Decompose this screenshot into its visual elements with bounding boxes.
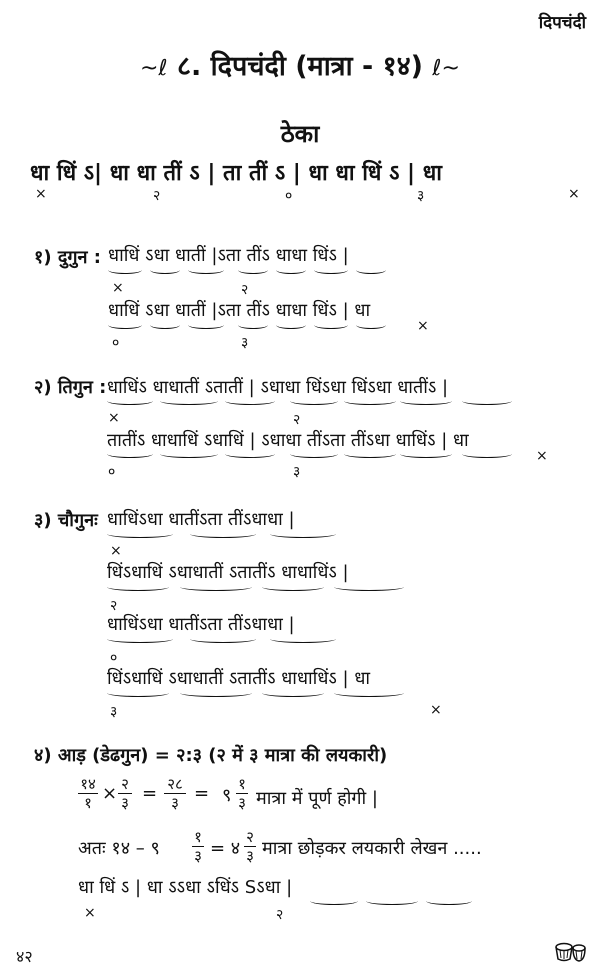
dugun-l1-arc [314, 266, 348, 274]
chaugun-l1-arc [107, 530, 173, 538]
equals-sign: = [142, 783, 158, 804]
chaugun-l2-arc [107, 583, 169, 591]
aad-eq2-text: मात्रा छोड़कर लयकारी लेखन ..... [262, 838, 482, 859]
aad-label: ४) आड़ (डेढगुन) = २:३ (२ में ३ मात्रा की लयकारी) [34, 745, 388, 766]
tigun-l1-mark-x: × [108, 410, 120, 426]
dugun-l2-arc [150, 321, 180, 329]
aad-eq1-fraction-4 [236, 776, 248, 811]
tigun-l1-arc [400, 397, 452, 405]
tabla-icon [554, 941, 588, 967]
tigun-label: २) तिगुन : [34, 377, 107, 398]
tigun-l2-mark-three: ३ [293, 464, 301, 480]
theka-heading: ठेका [280, 120, 320, 148]
chaugun-l2-arc [334, 583, 404, 591]
aad-eq2-fraction-2 [244, 829, 256, 864]
tigun-l2-mark-x: × [536, 448, 548, 464]
tigun-l2-mark-zero: ० [108, 464, 116, 480]
dugun-l1-arc [108, 266, 142, 274]
chaugun-l4-mark-three: ३ [110, 704, 118, 720]
fraction-denominator: १ [84, 794, 92, 812]
chaugun-l1-arc [270, 530, 336, 538]
fraction-denominator: ३ [121, 794, 129, 812]
theka-mark-zero: ० [285, 188, 293, 204]
tigun-l2-arc [400, 450, 452, 458]
dugun-l1-mark-two: २ [241, 282, 249, 298]
chaugun-line-3: धाधिंऽधा धातींऽता तींऽधाधा | [107, 614, 295, 635]
times-sign: × [102, 783, 118, 804]
aad-mark-x: × [84, 905, 96, 921]
tigun-l2-arc [160, 450, 218, 458]
chaugun-l2-arc [180, 583, 252, 591]
fraction-numerator: २८ [167, 775, 183, 793]
aad-eq1-fraction-2 [118, 776, 132, 811]
chaugun-l2-mark-two: २ [110, 598, 118, 614]
dugun-l2-arc [108, 321, 142, 329]
chaugun-l4-arc [334, 689, 404, 697]
tigun-line-1: धाधिंऽ धाधातीं ऽतातीं | ऽधाधा धिंऽधा धिंऽधा धातींऽ | [107, 377, 449, 398]
page-title [0, 46, 600, 83]
fraction-denominator: ३ [194, 847, 202, 865]
dugun-l2-arc [356, 321, 386, 329]
title-left-ornament: ~ℓ [140, 56, 168, 81]
aad-mark-two: २ [276, 907, 284, 923]
aad-eq1-text: मात्रा में पूर्ण होगी | [256, 788, 378, 809]
dugun-l2-arc [276, 321, 306, 329]
fraction-denominator: ३ [238, 794, 246, 812]
chaugun-label: ३) चौगुनः [34, 510, 98, 531]
chaugun-l1-mark-x: × [110, 543, 122, 559]
dugun-line-2: धाधिं ऽधा धातीं |ऽता तींऽ धाधा धिंऽ | धा [108, 300, 371, 321]
chaugun-l3-arc [190, 635, 256, 643]
theka-line: धा धिं ऽ| धा धा तीं ऽ | ता तीं ऽ | धा धा धिं ऽ | धा [30, 161, 442, 186]
tigun-l1-arc [160, 397, 218, 405]
running-head: दिपचंदी [538, 13, 586, 33]
dugun-l2-mark-x: × [417, 318, 429, 334]
dugun-l1-mark-x: × [112, 280, 124, 296]
chaugun-l4-arc [107, 689, 169, 697]
chaugun-l3-arc [107, 635, 173, 643]
tigun-l1-arc [107, 397, 153, 405]
dugun-l1-arc [356, 266, 386, 274]
title-right-ornament: ℓ~ [432, 56, 460, 81]
aad-eq1-fraction-3 [164, 776, 186, 811]
chaugun-l1-arc [190, 530, 256, 538]
dugun-label: १) दुगुन : [34, 247, 101, 268]
chaugun-line-1: धाधिंऽधा धातींऽता तींऽधाधा | [107, 509, 295, 530]
fraction-numerator: १४ [80, 775, 96, 793]
tigun-line-2: तातींऽ धाधाधिं ऽधाधिं | ऽधाधा तींऽता तींऽधा धाधिंऽ | धा [107, 430, 469, 451]
tigun-l2-arc [107, 450, 153, 458]
aad-arc [426, 897, 472, 905]
dugun-l1-arc [238, 266, 268, 274]
tigun-l1-arc [225, 397, 275, 405]
theka-mark-three: ३ [417, 188, 425, 204]
fraction-numerator: १ [194, 828, 202, 846]
aad-arc [366, 897, 418, 905]
aad-eq2-mid: = ४ [210, 838, 241, 859]
fraction-numerator: २ [246, 828, 254, 846]
chaugun-l4-arc [262, 689, 324, 697]
tigun-l1-arc [290, 397, 338, 405]
chaugun-l3-mark-zero: ० [110, 650, 118, 666]
fraction-denominator: ३ [246, 847, 254, 865]
theka-mark-x-end: × [568, 186, 580, 202]
equals-sign: = [194, 783, 210, 804]
dugun-l2-mark-zero: ० [112, 335, 120, 351]
whole-number: ९ [222, 785, 232, 806]
chaugun-l3-arc [270, 635, 336, 643]
dugun-l2-arc [314, 321, 348, 329]
dugun-l1-arc [188, 266, 224, 274]
aad-eq2-prefix: अतः १४ – ९ [78, 838, 160, 859]
tigun-l1-arc [462, 397, 512, 405]
tigun-l2-arc [225, 450, 275, 458]
dugun-l2-arc [238, 321, 268, 329]
chaugun-l2-arc [262, 583, 324, 591]
tigun-l1-arc [344, 397, 396, 405]
aad-arc [310, 897, 358, 905]
title-text: ८. दिपचंदी (मात्रा - १४) [176, 51, 424, 82]
theka-mark-x-start: × [35, 186, 47, 202]
tigun-l2-arc [462, 450, 512, 458]
fraction-numerator: १ [238, 775, 246, 793]
fraction-numerator: २ [121, 775, 129, 793]
aad-line: धा धिं ऽ | धा ऽऽधा ऽधिंऽ Sऽधा | [78, 877, 293, 898]
tigun-l2-arc [344, 450, 396, 458]
aad-eq2-fraction-1 [192, 829, 204, 864]
dugun-line-1: धाधिं ऽधा धातीं |ऽता तींऽ धाधा धिंऽ | [108, 245, 349, 266]
dugun-l1-arc [150, 266, 180, 274]
page-number: ४२ [16, 947, 33, 966]
dugun-l2-arc [188, 321, 224, 329]
chaugun-line-2: धिंऽधाधिं ऽधाधातीं ऽतातींऽ धाधाधिंऽ | [107, 562, 349, 583]
dugun-l2-mark-three: ३ [241, 335, 249, 351]
chaugun-l4-mark-x: × [430, 702, 442, 718]
dugun-l1-arc [276, 266, 306, 274]
theka-mark-two: २ [153, 188, 161, 204]
tigun-l2-arc [290, 450, 338, 458]
chaugun-line-4: धिंऽधाधिं ऽधाधातीं ऽतातींऽ धाधाधिंऽ | धा [107, 668, 371, 689]
fraction-denominator: ३ [171, 794, 179, 812]
chaugun-l4-arc [180, 689, 252, 697]
tigun-l1-mark-two: २ [293, 412, 301, 428]
aad-eq1-fraction-1 [78, 776, 98, 811]
